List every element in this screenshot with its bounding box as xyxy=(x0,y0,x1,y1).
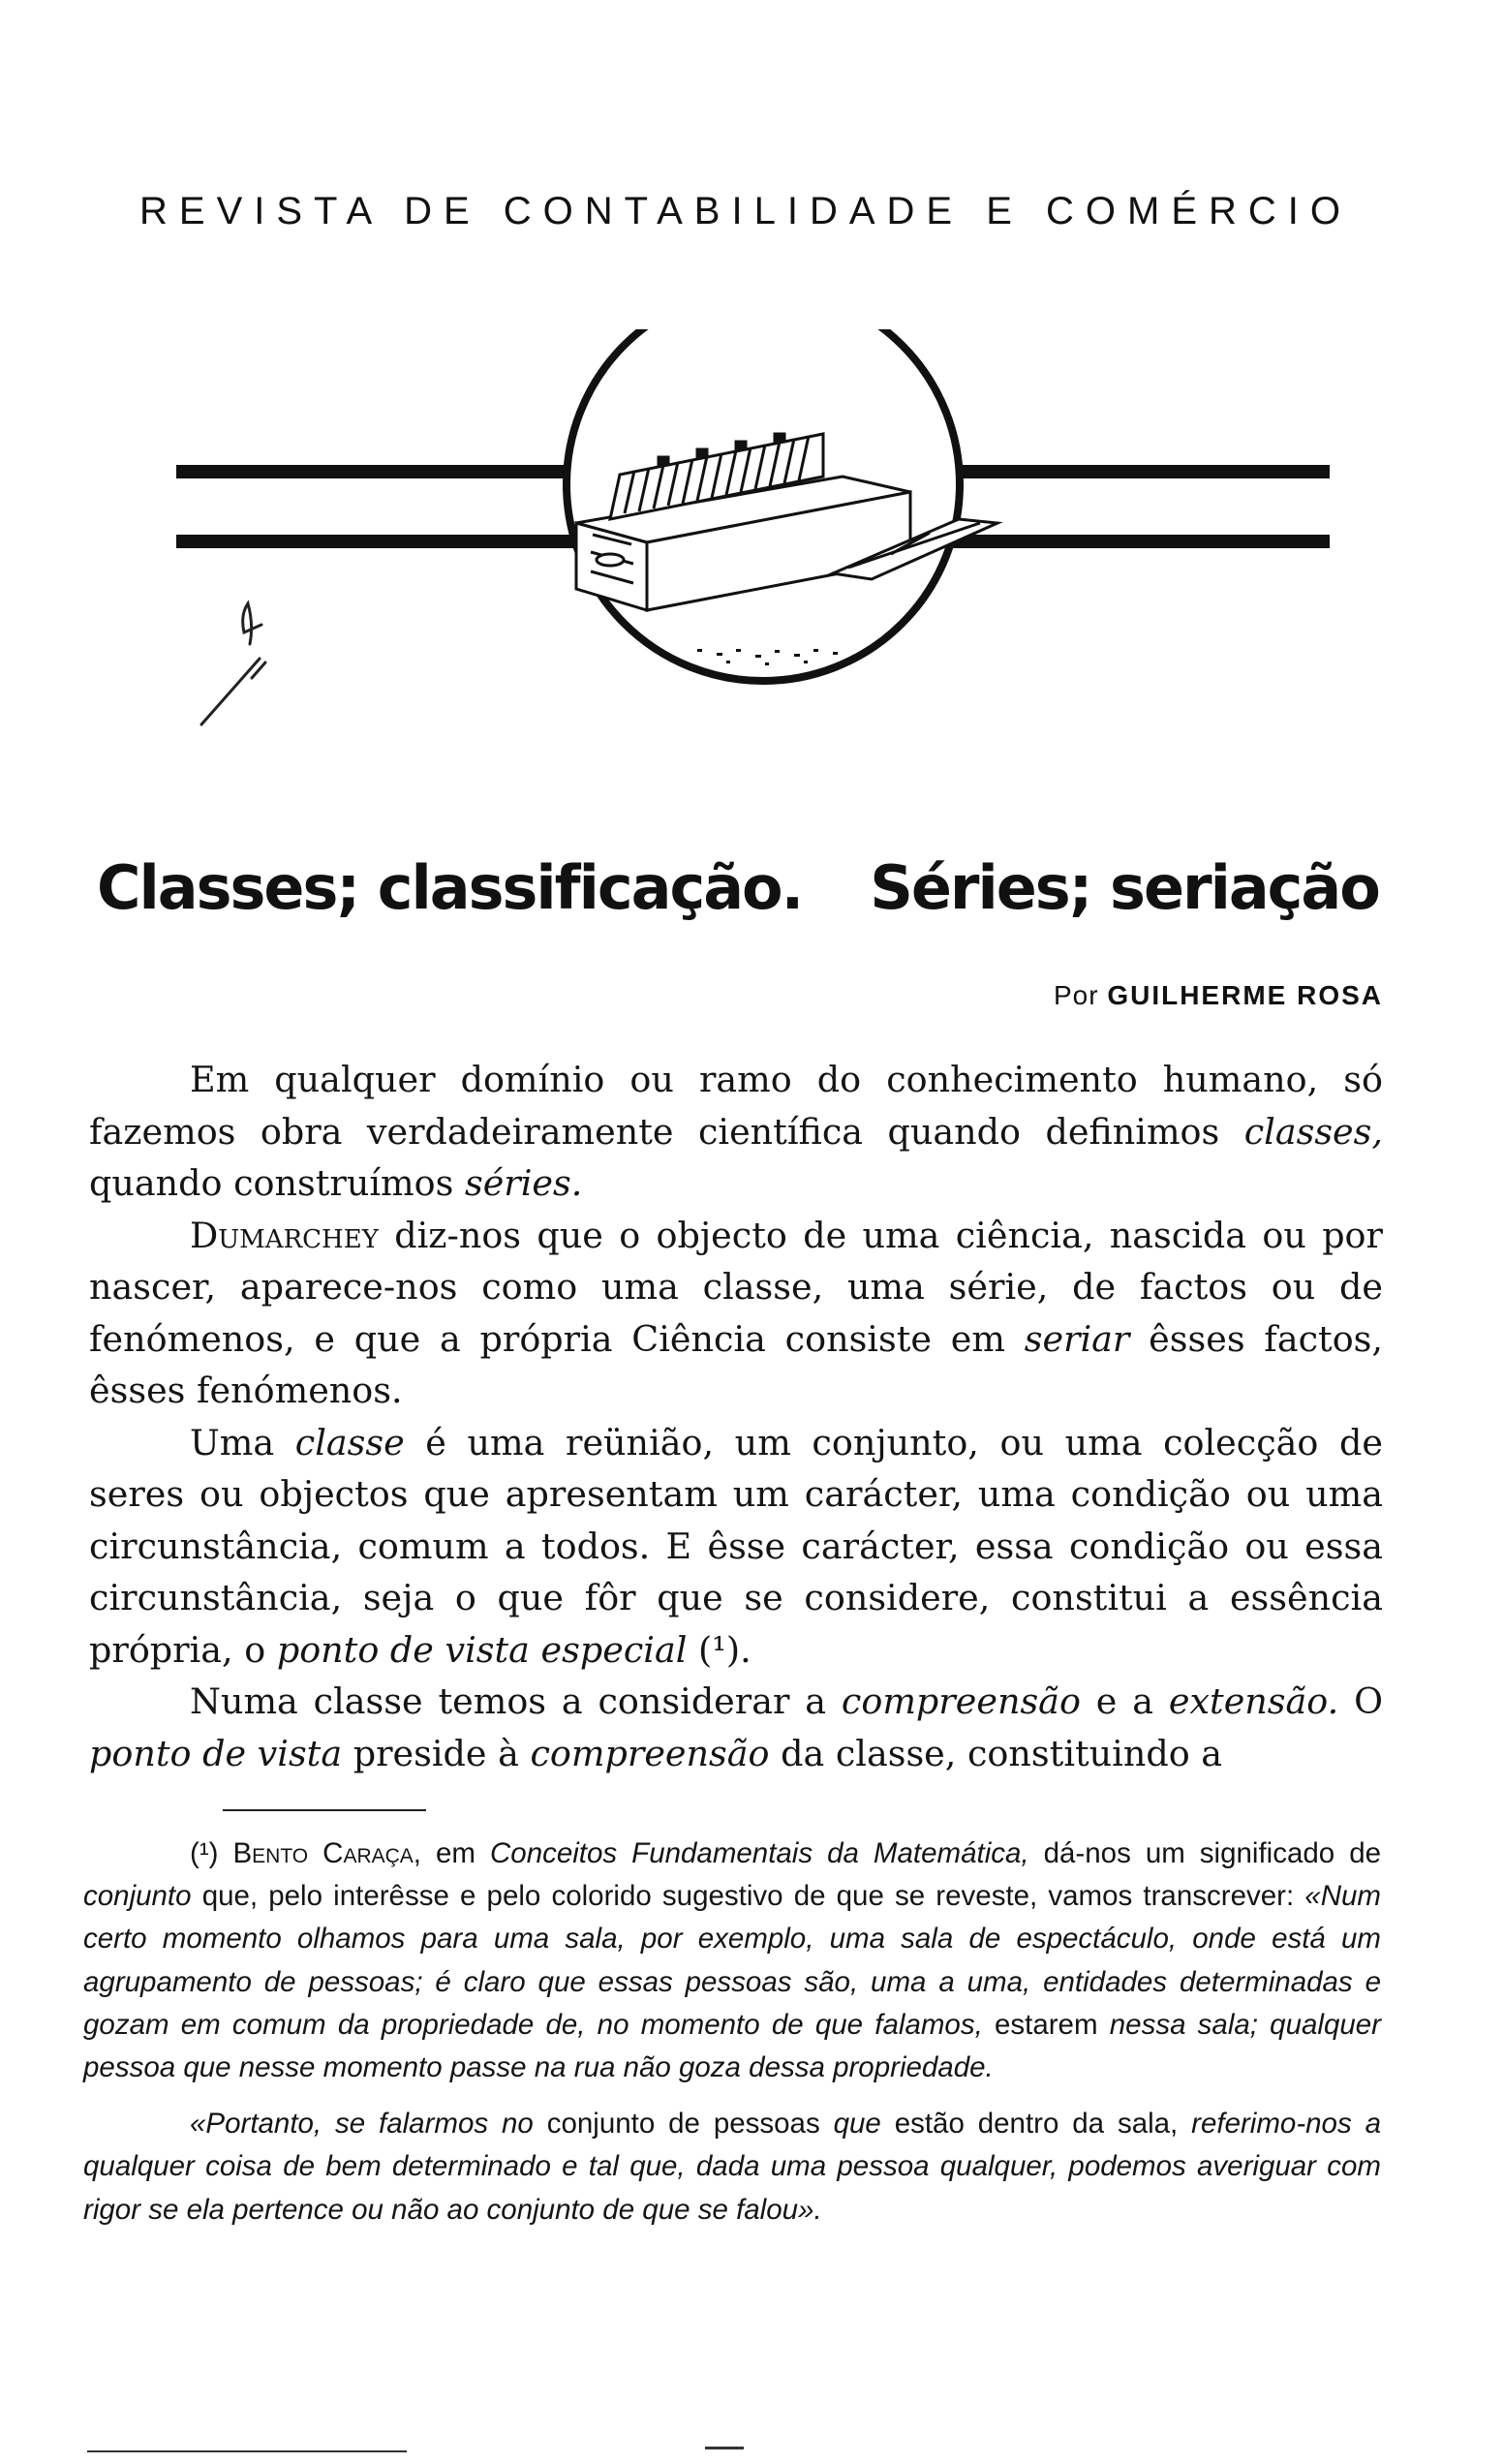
footnote-reference: (¹). xyxy=(687,1628,752,1671)
card-file-drawer-icon xyxy=(155,329,1346,755)
article-title xyxy=(97,852,1379,923)
footnote-paragraph-2: «Portanto, se falarmos no conjunto de pessoas que estão dentro da sala, referimo-nos a qualquer coisa de bem determinado e tal que, dada uma pessoa qualquer, podemos averiguar com rigor se ela pertence ou não ao conjunto de que se falou». xyxy=(83,2108,1382,2226)
title-part-series: Séries; seriação xyxy=(870,852,1379,923)
page-mark xyxy=(705,2447,744,2449)
paragraph-3: Uma classe é uma reünião, um conjunto, ou uma colecção de seres ou objectos que apresentam um carácter, uma condição ou uma circunstância, comum a todos. E êsse carácter, essa condição ou essa circunstância, seja o que fôr que se considere, constitui a essência própria, o ponto de vista especial (¹). xyxy=(89,1421,1383,1671)
author-name: GUILHERME ROSA xyxy=(1107,980,1383,1010)
paragraph-4: Numa classe temos a considerar a compreensão e a extensão. O ponto de vista preside à compreensão da classe, constituindo a xyxy=(89,1680,1384,1774)
footnote-divider xyxy=(223,1809,426,1811)
journal-running-head: REVISTA DE CONTABILIDADE E COMÉRCIO xyxy=(139,190,1352,232)
byline xyxy=(1054,980,1383,1011)
cited-author: Dumarchey xyxy=(190,1214,379,1256)
footnote-marker: (¹) xyxy=(190,1837,219,1869)
footnote-paragraph-1: (¹) Bento Caraça, em Conceitos Fundamentais da Matemática, dá-nos um significado de conjunto que, pelo interêsse e pelo colorido sugestivo de que se reveste, vamos transcrever: «Num certo momento olhamos para uma sala, por exemplo, uma sala de espectáculo, onde está um agrupamento de pessoas; é claro que essas pessoas são, uma a uma, entidades determinadas e gozam em comum da propriedade de, no momento de que falamos, estarem nessa sala; qualquer pessoa que nesse momento passe na rua não goza dessa propriedade. xyxy=(83,1837,1382,2084)
title-part-classes: Classes; classificação. xyxy=(97,852,803,923)
byline-prefix: Por xyxy=(1053,980,1099,1010)
bottom-rule xyxy=(87,2450,407,2452)
article-body xyxy=(89,1054,1383,1779)
paragraph-1: Em qualquer domínio ou ramo do conhecimento humano, só fazemos obra verdadeiramente científica quando definimos classes, quando construímos séries. xyxy=(89,1059,1383,1204)
paragraph-2: Dumarchey diz-nos que o objecto de uma ciência, nascida ou por nascer, aparece-nos como uma classe, uma série, de factos ou de fenómenos, e que a própria Ciência consiste em seriar êsses factos, êsses fenómenos. xyxy=(89,1214,1383,1411)
footnote xyxy=(83,1833,1381,2232)
